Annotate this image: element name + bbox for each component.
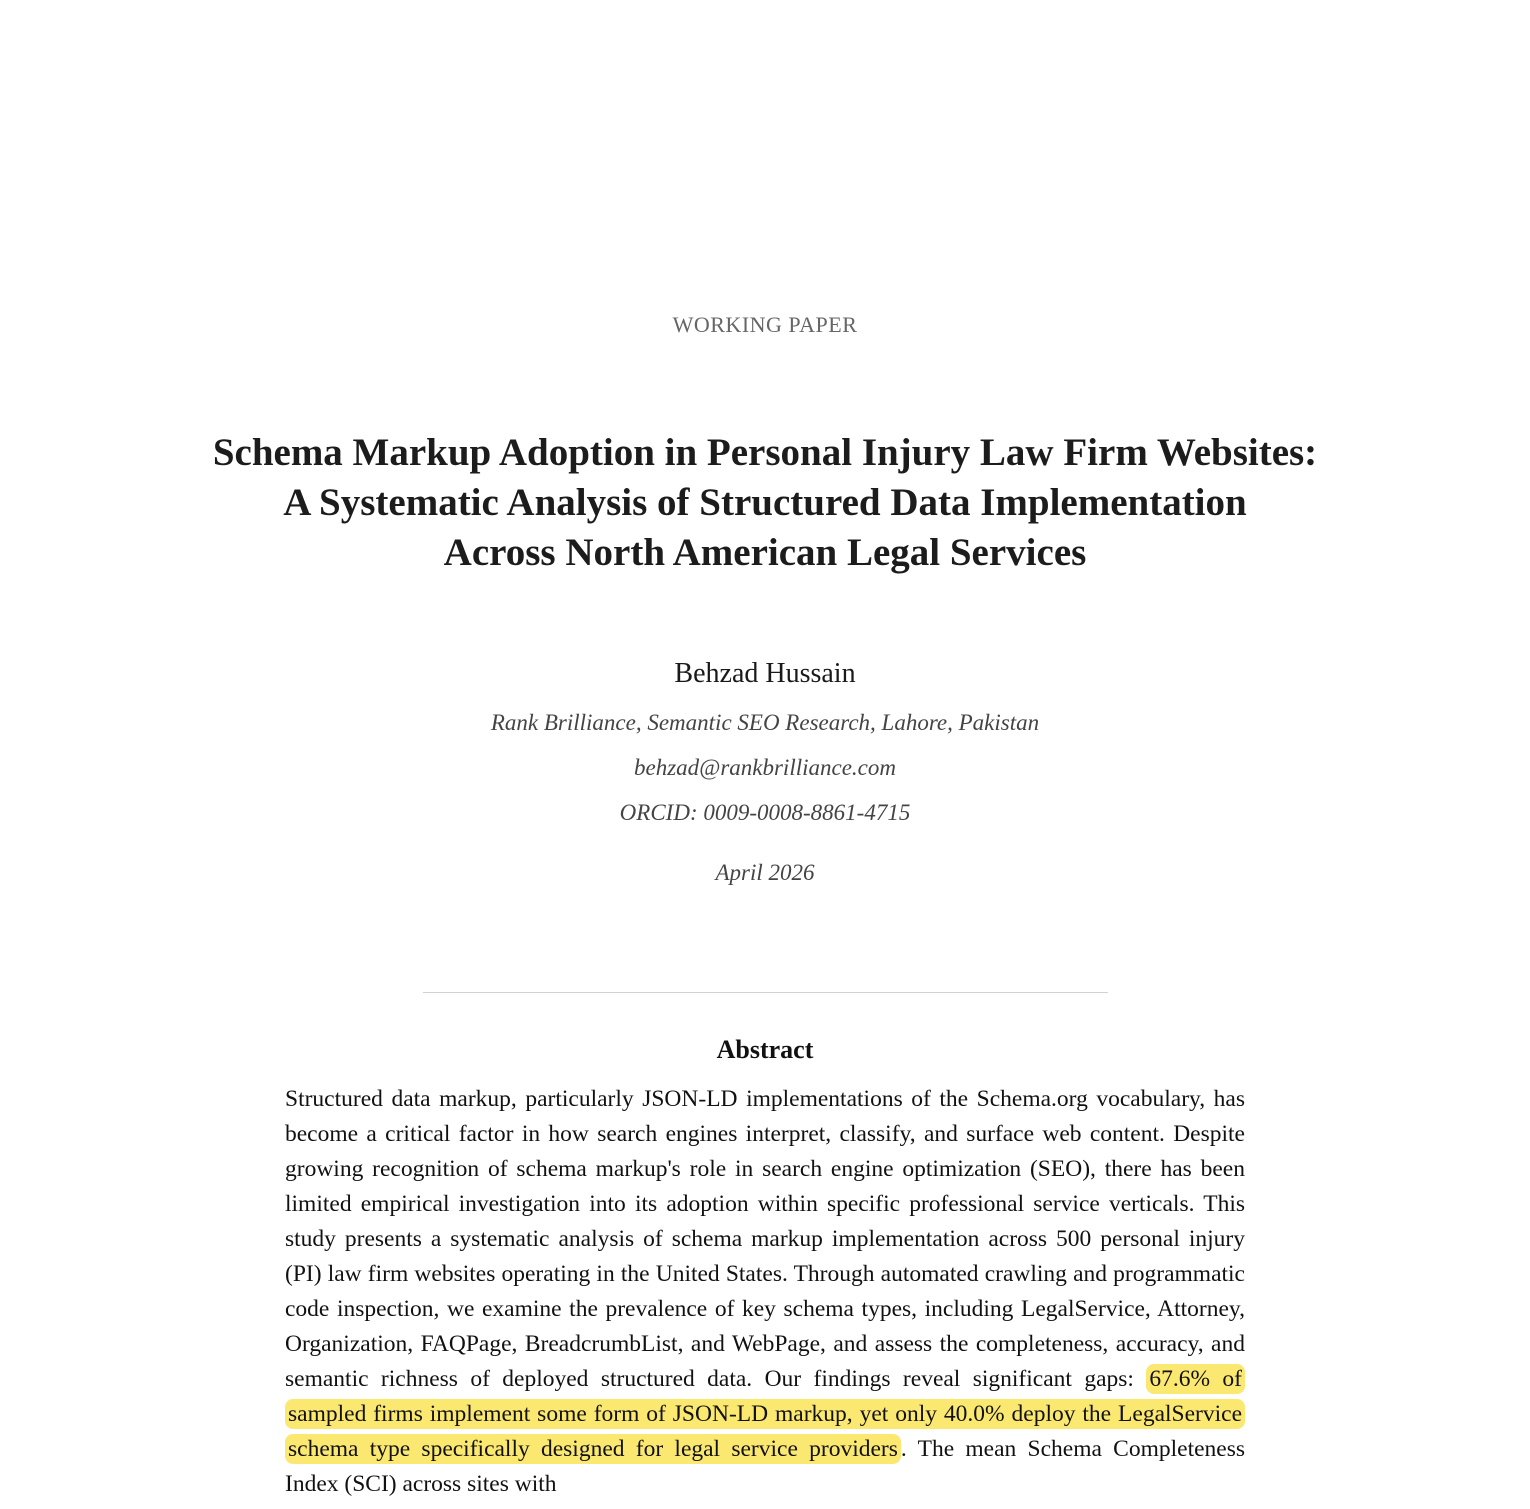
author-orcid: ORCID: 0009-0008-8861-4715 [619, 800, 911, 825]
author-name: Behzad Hussain [674, 658, 856, 689]
working-paper-label: WORKING PAPER [672, 312, 858, 337]
title-line-2: A Systematic Analysis of Structured Data Implementation [283, 481, 1247, 524]
abstract-text-after: . The mean Schema Completeness Index (SCI) across sites with [285, 1436, 1245, 1497]
title-line-3: Across North American Legal Services [443, 531, 1087, 574]
author-email[interactable]: behzad@rankbrilliance.com [634, 755, 896, 780]
title-line-1: Schema Markup Adoption in Personal Injury Law Firm Websites: [212, 431, 1318, 474]
section-divider [423, 992, 1108, 993]
abstract-highlight[interactable]: 67.6% of sampled firms implement some form of JSON-LD markup, yet only 40.0% deploy the LegalService schema type specifically designed for legal service providers [285, 1364, 1245, 1464]
publication-date: April 2026 [715, 860, 815, 885]
author-affiliation: Rank Brilliance, Semantic SEO Research, Lahore, Pakistan [490, 710, 1040, 735]
abstract-body [285, 1082, 1245, 1502]
paper-title [140, 428, 1390, 578]
abstract-heading: Abstract [716, 1035, 814, 1064]
abstract-text-before: Structured data markup, particularly JSON-LD implementations of the Schema.org vocabulary, has become a critical factor in how search engines interpret, classify, and surface web content. Despite growing recognition of schema markup's role in search engine optimization (SEO), there has been limited empirical investigation into its adoption within specific professional service verticals. This study presents a systematic analysis of schema markup implementation across 500 personal injury (PI) law firm websites operating in the United States. Through automated crawling and programmatic code inspection, we examine the prevalence of key schema types, including LegalService, Attorney, Organization, FAQPage, BreadcrumbList, and WebPage, and assess the completeness, accuracy, and semantic richness of deployed structured data. Our findings reveal significant gaps: [285, 1086, 1245, 1392]
abstract-paragraph [285, 1082, 1245, 1502]
